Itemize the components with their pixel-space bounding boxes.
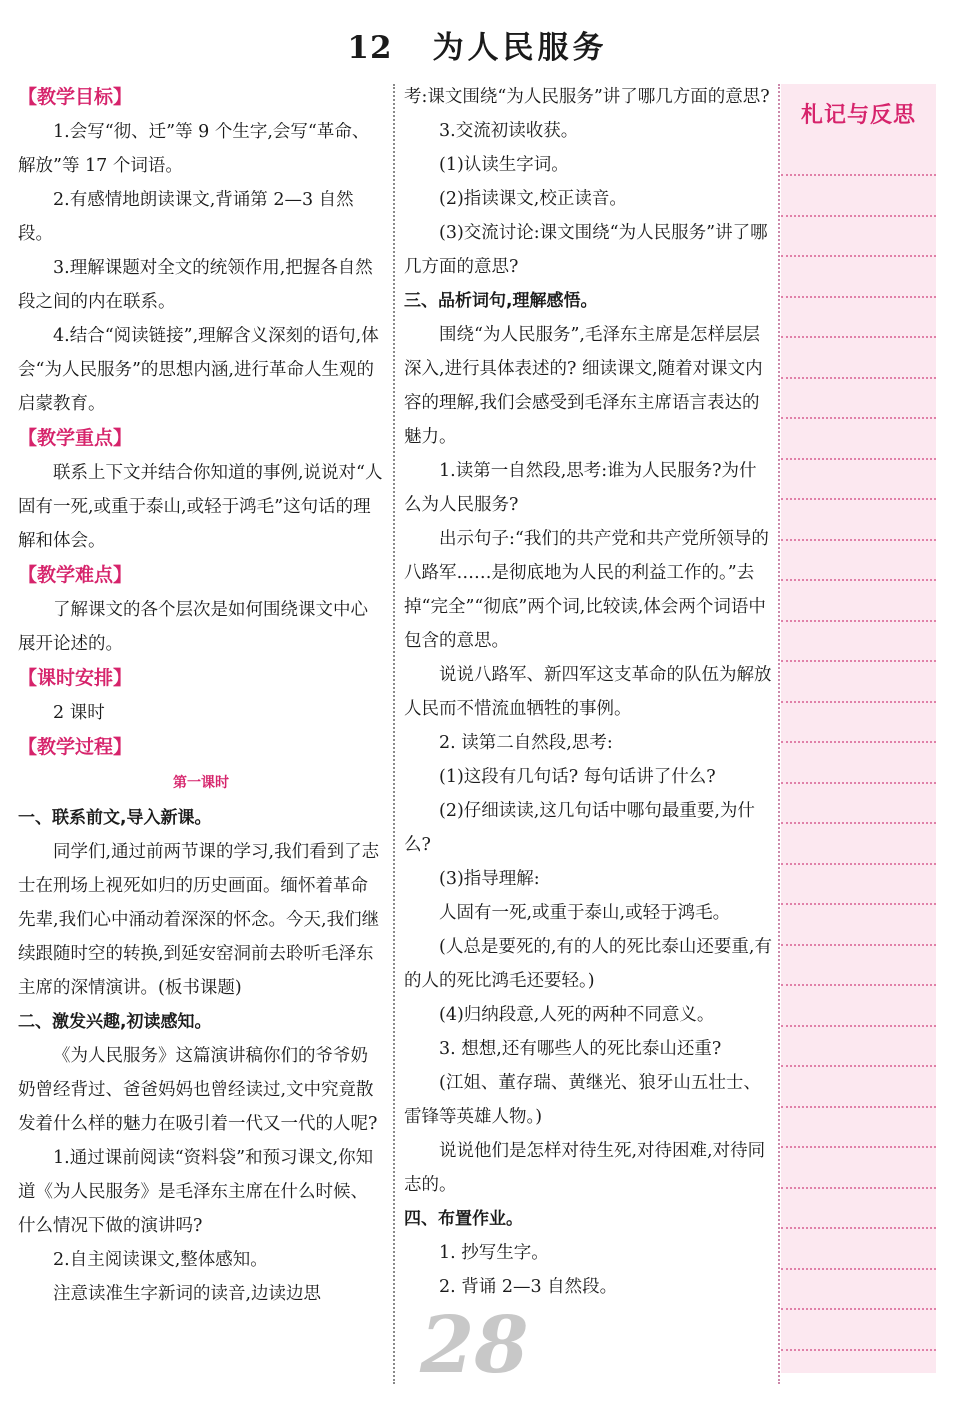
paragraph: 《为人民服务》这篇演讲稿你们的爷爷奶奶曾经背过、爸爸妈妈也曾经读过,文中究竟散发着什么样的魅力在吸引着一代又一代的人呢? [18, 1046, 378, 1134]
paragraph: (3)交流讨论:课文围绕“为人民服务”讲了哪几方面的意思? [404, 223, 768, 277]
subheading: 四、布置作业。 [404, 1209, 523, 1229]
paragraph: 2. 背诵 2—3 自然段。 [439, 1277, 618, 1297]
paragraph: 3.理解课题对全文的统领作用,把握各自然段之间的内在联系。 [18, 258, 373, 312]
paragraph: (1)这段有几句话? 每句话讲了什么? [439, 767, 716, 787]
section-heading: 【教学重点】 [18, 427, 133, 449]
paragraph: 1. 抄写生字。 [439, 1243, 549, 1263]
paragraph: 2.有感情地朗读课文,背诵第 2—3 自然段。 [18, 190, 354, 244]
note-line [781, 174, 936, 176]
paragraph: 考:课文围绕“为人民服务”讲了哪几方面的意思? [404, 87, 770, 107]
note-line [781, 539, 936, 541]
paragraph: (江姐、董存瑞、黄继光、狼牙山五壮士、雷锋等英雄人物。) [404, 1073, 761, 1127]
note-line [781, 620, 936, 622]
notes-divider [778, 84, 780, 1384]
paragraph: 同学们,通过前两节课的学习,我们看到了志士在刑场上视死如归的历史画面。缅怀着革命先辈,我们心中涌动着深深的怀念。今天,我们继续跟随时空的转换,到延安窑洞前去聆听毛泽东主席的深情演讲。(板书课题) [18, 842, 380, 998]
column-divider [393, 84, 395, 1384]
paragraph: (3)指导理解: [439, 869, 540, 889]
notes-panel [781, 84, 936, 1373]
note-line [781, 782, 936, 784]
paragraph: 2.自主阅读课文,整体感知。 [53, 1250, 268, 1270]
paragraph: (2)仔细读读,这几句话中哪句最重要,为什么? [404, 801, 755, 855]
note-line [781, 458, 936, 460]
note-line [781, 701, 936, 703]
note-line [781, 741, 936, 743]
section-heading: 【课时安排】 [18, 667, 133, 689]
lesson-period: 第一课时 [173, 775, 229, 791]
subheading: 一、联系前文,导入新课。 [18, 808, 212, 828]
paragraph: 联系上下文并结合你知道的事例,说说对“人固有一死,或重于泰山,或轻于鸿毛”这句话的理解和体会。 [18, 463, 383, 551]
paragraph: 3. 想想,还有哪些人的死比泰山还重? [439, 1039, 722, 1059]
note-line [781, 1308, 936, 1310]
lesson-title: 为人民服务 [432, 30, 608, 66]
paragraph: (4)归纳段意,人死的两种不同意义。 [439, 1005, 715, 1025]
note-line [781, 1106, 936, 1108]
note-line [781, 215, 936, 217]
paragraph: 1.读第一自然段,思考:谁为人民服务?为什么为人民服务? [404, 461, 757, 515]
note-line [781, 984, 936, 986]
notes-title: 札记与反思 [800, 103, 916, 128]
note-line [781, 417, 936, 419]
note-line [781, 1146, 936, 1148]
paragraph: 了解课文的各个层次是如何围绕课文中心展开论述的。 [18, 600, 368, 654]
note-line [781, 579, 936, 581]
paragraph: 4.结合“阅读链接”,理解含义深刻的语句,体会“为人民服务”的思想内涵,进行革命人生观的启蒙教育。 [18, 326, 379, 414]
subheading: 三、品析词句,理解感悟。 [404, 291, 598, 311]
paragraph: 3.交流初读收获。 [439, 121, 579, 141]
note-line [781, 822, 936, 824]
lesson-number: 12 [347, 30, 393, 66]
section-heading: 【教学难点】 [18, 564, 133, 586]
page-number: 28 [420, 1300, 529, 1391]
page-title [0, 22, 955, 67]
paragraph: (人总是要死的,有的人的死比泰山还要重,有的人的死比鸿毛还要轻。) [404, 937, 772, 991]
note-line [781, 377, 936, 379]
note-line [781, 660, 936, 662]
paragraph: 人固有一死,或重于泰山,或轻于鸿毛。 [439, 903, 731, 923]
paragraph: 1.会写“彻、迁”等 9 个生字,会写“革命、解放”等 17 个词语。 [18, 122, 370, 176]
note-line [781, 1349, 936, 1351]
middle-column [404, 80, 772, 1304]
paragraph: 说说他们是怎样对待生死,对待困难,对待同志的。 [404, 1141, 766, 1195]
note-line [781, 1025, 936, 1027]
paragraph: 围绕“为人民服务”,毛泽东主席是怎样层层深入,进行具体表述的? 细读课文,随着对课文内容的理解,我们会感受到毛泽东主席语言表达的魅力。 [404, 325, 763, 447]
paragraph: 注意读准生字新词的读音,边读边思 [53, 1284, 322, 1304]
paragraph: (1)认读生字词。 [439, 155, 569, 175]
note-line [781, 255, 936, 257]
note-line [781, 1268, 936, 1270]
paragraph: (2)指读课文,校正读音。 [439, 189, 627, 209]
note-line [781, 1187, 936, 1189]
section-heading: 【教学过程】 [18, 736, 133, 758]
note-line [781, 1227, 936, 1229]
left-column [18, 80, 384, 1311]
subheading: 二、激发兴趣,初读感知。 [18, 1012, 212, 1032]
section-heading: 【教学目标】 [18, 86, 133, 108]
paragraph: 说说八路军、新四军这支革命的队伍为解放人民而不惜流血牺牲的事例。 [404, 665, 772, 719]
paragraph: 2 课时 [53, 703, 105, 723]
note-line [781, 863, 936, 865]
note-line [781, 944, 936, 946]
paragraph: 出示句子:“我们的共产党和共产党所领导的八路军……是彻底地为人民的利益工作的。”去掉“完全”“彻底”两个词,比较读,体会两个词语中包含的意思。 [404, 529, 769, 651]
note-line [781, 336, 936, 338]
note-line [781, 1065, 936, 1067]
note-line [781, 903, 936, 905]
note-line [781, 296, 936, 298]
paragraph: 1.通过课前阅读“资料袋”和预习课文,你知道《为人民服务》是毛泽东主席在什么时候、什么情况下做的演讲吗? [18, 1148, 374, 1236]
paragraph: 2. 读第二自然段,思考: [439, 733, 613, 753]
note-line [781, 498, 936, 500]
